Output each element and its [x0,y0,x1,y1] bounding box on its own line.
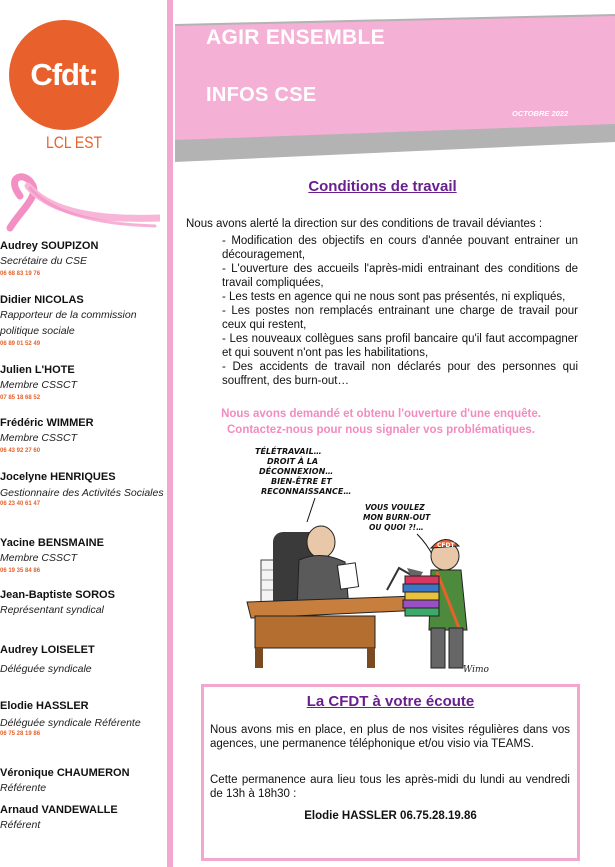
ecoute-contact: Elodie HASSLER 06.75.28.19.86 [304,810,477,822]
member-role: Déléguée syndicale Référente [0,717,141,729]
section-heading-ecoute: La CFDT à votre écoute [306,693,475,710]
member-phone: 06 75 28 19 86 [0,731,41,737]
banner-date: OCTOBRE 2022 [512,109,569,118]
pink-ribbon-icon [0,166,160,234]
member-item [0,294,165,349]
member-name: Frédéric WIMMER [0,417,94,429]
member-name: Véronique CHAUMERON [0,767,130,779]
member-role: Gestionnaire des Activités Sociales [0,487,164,499]
member-name: Yacine BENSMAINE [0,537,104,549]
member-role: Référente [0,782,47,794]
member-item [0,589,165,618]
member-role: Déléguée syndicale [0,663,92,675]
member-name: Julien L'HOTE [0,364,75,376]
list-item: - Les nouveaux collègues sans profil bancaire qu'il faut accompagner et qui souvent n'ont pas les habilitations, [222,333,578,359]
member-phone: 06 68 83 19 76 [0,271,41,277]
bubble-line: VOUS VOULEZ [365,503,425,512]
list-item: - Des accidents de travail non déclarés pour des personnes qui souffrent, des burn-out… [222,361,578,387]
boss-speech-bubble [255,445,351,496]
member-role: Rapporteur de la commission politique sociale [0,309,137,337]
bubble-line: DÉCONNEXION… [259,467,334,476]
member-item [0,700,165,739]
member-name: Elodie HASSLER [0,700,89,712]
ecoute-paragraph-1: Nous avons mis en place, en plus de nos visites régulières dans vos agences, une permanence téléphonique et/ou visio via TEAMS. [210,724,570,750]
note-enquete: Nous avons demandé et obtenu l'ouverture d'une enquête. [221,408,541,420]
ecoute-box [201,684,580,861]
section-heading-conditions: Conditions de travail [308,178,457,195]
bubble-line: OU QUOI ?!… [369,523,424,532]
worker-speech-bubble [363,503,431,532]
list-item: - L'ouverture des accueils l'après-midi entrainant des conditions de travail compliquées, [222,263,578,289]
cfdt-logo [9,20,119,130]
list-item: - Les tests en agence qui ne nous sont pas présentés, ni expliqués, [222,291,566,303]
member-phone: 07 85 18 68 52 [0,395,41,401]
cartoon-signature: Wimo [463,665,489,675]
member-name: Jocelyne HENRIQUES [0,471,116,483]
member-role: Secrétaire du CSE [0,255,87,267]
member-item [0,804,165,833]
member-item [0,644,165,677]
member-phone: 06 19 35 84 86 [0,568,41,574]
ecoute-paragraph-2: Cette permanence aura lieu tous les après-midi du lundi au vendredi de 13h à 18h30 : [210,774,570,800]
conditions-intro: Nous avons alerté la direction sur des conditions de travail déviantes : [186,218,543,230]
note-contact: Contactez-nous pour nous signaler vos problématiques. [227,424,535,436]
member-name: Audrey SOUPIZON [0,240,99,252]
member-item [0,240,165,279]
member-name: Arnaud VANDEWALLE [0,804,118,816]
region-label: LCL EST [46,133,103,152]
member-phone: 06 43 92 27 60 [0,448,41,454]
member-role: Référent [0,819,41,831]
banner-title-2: INFOS CSE [206,84,317,106]
bubble-line: MON BURN-OUT [363,513,431,522]
member-name: Didier NICOLAS [0,294,84,306]
member-item [0,364,165,403]
bubble-line: DROIT À LA [267,457,319,466]
member-item [0,537,165,576]
cartoon-illustration [237,440,503,678]
member-item [0,471,165,509]
conditions-list [222,234,578,388]
logo-text: Cfdt: [30,57,98,92]
banner-title-1: AGIR ENSEMBLE [206,26,385,49]
list-item: - Modification des objectifs en cours d'année pouvant entrainer un découragement, [222,235,578,261]
member-phone: 06 23 40 61 47 [0,501,41,507]
member-name: Jean-Baptiste SOROS [0,589,115,601]
member-role: Représentant syndical [0,604,104,616]
member-name: Audrey LOISELET [0,644,95,656]
list-item: - Les postes non remplacés entrainant une charge de travail pour ceux qui restent, [222,305,578,331]
member-item [0,767,165,796]
member-phone: 06 89 01 52 49 [0,341,41,347]
member-role: Membre CSSCT [0,552,78,564]
sidebar-border [167,0,173,867]
member-role: Membre CSSCT [0,432,78,444]
member-role: Membre CSSCT [0,379,78,391]
sidebar [0,0,167,867]
bubble-line: BIEN-ÊTRE ET [271,477,332,486]
member-item [0,417,165,456]
cap-text: CFDT [437,542,455,549]
bubble-line: TÉLÉTRAVAIL… [255,447,322,456]
bubble-line: RECONNAISSANCE… [261,487,352,496]
